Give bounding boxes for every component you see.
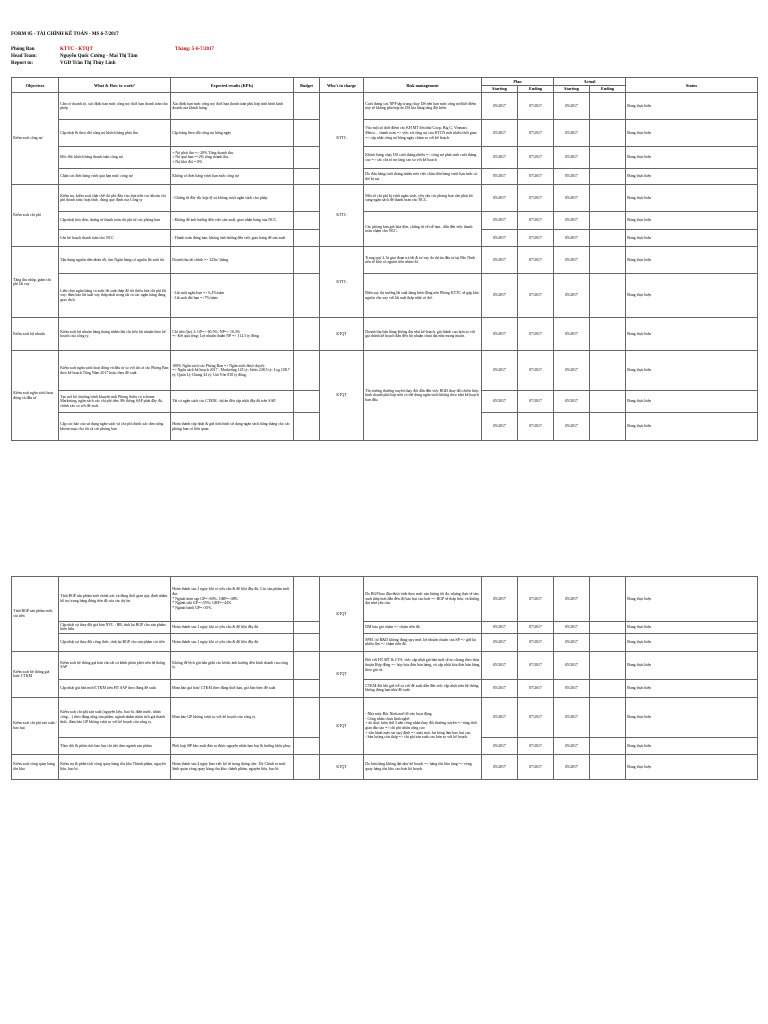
actual-starting-cell: 05/2017: [554, 185, 590, 212]
table-row: [12, 247, 758, 274]
status-cell: Đang thực hiện: [626, 120, 758, 147]
budget-cell: [294, 185, 320, 212]
status-cell: Đang thực hiện: [626, 93, 758, 120]
plan-ending-cell: 07/2017: [518, 577, 554, 622]
plan-starting-cell: 05/2017: [482, 413, 518, 441]
status-cell: Đang thực hiện: [626, 318, 758, 351]
what-how-cell: Kiểm soát ngân sách hoạt động và đầu tư so với tất cả các Phòng Ban theo kế hoạch Tổng Năm 2017 hoặc theo đề xuất.: [59, 351, 171, 391]
in-charge-cell: KTQT: [320, 577, 364, 652]
status-cell: Đang thực hiện: [626, 230, 758, 247]
table-row: [12, 679, 758, 697]
actual-starting-cell: 05/2017: [554, 212, 590, 230]
header-objectives: Objectives: [12, 78, 59, 93]
kpi-table-part-1: [11, 77, 758, 441]
what-how-cell: Cập nhật sự thay đổi giá bán NVL - BB, tính lại BGP cho sản phẩm hiện hữu.: [59, 622, 171, 634]
table-row: [12, 212, 758, 230]
in-charge-cell: KTTC: [320, 185, 364, 247]
dept-value: KTTC - KTQT: [60, 47, 93, 52]
risk-cell: Biến suy thị trường lãi suất đang biến động nên Phòng KTTC sẽ gặp khó nguồn cho vay với lãi suất thấp nhất có thể.: [364, 274, 482, 318]
plan-starting-cell: 05/2017: [482, 274, 518, 318]
plan-ending-cell: 07/2017: [518, 633, 554, 651]
risk-cell: Khách hàng chạy DS cuối tháng nhiều => công nợ phát sinh cuối tháng cao => các chỉ số nợ tăng cao so với kế hoạch: [364, 147, 482, 169]
plan-starting-cell: 05/2017: [482, 697, 518, 737]
what-how-cell: Tính BGP sản phẩm mới chính xác và đúng thời gian quy định nhằm hỗ trợ trung hàng đúng tiến độ của các dự án.: [59, 577, 171, 622]
kpi-cell: + Nợ phải thu => 20% Tổng doanh thu. + Nợ quá hạn =<2% tổng doanh thu. + Nợ khó đòi = 0%: [171, 147, 294, 169]
actual-starting-cell: 05/2017: [554, 622, 590, 634]
month-label: Tháng: 5-6-7/2017: [175, 47, 215, 52]
actual-starting-cell: 05/2017: [554, 577, 590, 622]
status-cell: Đang thực hiện: [626, 185, 758, 212]
actual-starting-cell: 05/2017: [554, 93, 590, 120]
actual-starting-cell: 05/2017: [554, 120, 590, 147]
plan-starting-cell: 05/2017: [482, 169, 518, 185]
risk-cell: Cuối tháng các NPP tập trung chạy DS nên hạn mức công nợ/thời điểm này sẽ không phù hợp do DS bia hàng tăng đột biến.: [364, 93, 482, 120]
risk-cell: Do bán hàng không đạt như kế hoạch => hàng tồn kho tăng => vòng quay hàng tồn kho cao hơn kế hoạch: [364, 754, 482, 779]
what-how-cell: Tận dụng nguồn tiền nhàn rỗi, tìm Ngân hàng có nguồn lãi suất tốt.: [59, 247, 171, 274]
status-cell: Đang thực hiện: [626, 274, 758, 318]
header-budget: Budget: [294, 78, 320, 93]
budget-cell: [294, 391, 320, 413]
kpi-cell: Tất cả ngân sách các CTKM , dự án đều cập nhật đầy đủ trên SAP.: [171, 391, 294, 413]
status-cell: Đang thực hiện: [626, 737, 758, 754]
budget-cell: [294, 120, 320, 147]
what-how-cell: Cập nhật & theo dõi công nợ khách hàng phải thu: [59, 120, 171, 147]
status-cell: Đang thực hiện: [626, 679, 758, 697]
status-cell: Đang thực hiện: [626, 633, 758, 651]
table-row: [12, 351, 758, 391]
what-how-cell: Chặn các đơn hàng vượt quá hạn mức công nợ: [59, 169, 171, 185]
kpi-cell: Hoàn thành sau 1 ngày khi có yêu cầu & đề liệu đầy đủ: [171, 633, 294, 651]
header-actual-ending: Ending: [590, 85, 626, 93]
budget-cell: [294, 413, 320, 441]
actual-ending-cell: [590, 93, 626, 120]
actual-ending-cell: [590, 230, 626, 247]
plan-ending-cell: 07/2017: [518, 185, 554, 212]
budget-cell: [294, 93, 320, 120]
kpi-cell: - Chứng từ đầy đủ, hợp lệ và không vượt ngân sách cho phép.: [171, 185, 294, 212]
kpi-cell: Cập hàng theo dõi công nợ hằng ngày: [171, 120, 294, 147]
status-cell: Đang thực hiện: [626, 697, 758, 737]
risk-cell: Đối với HT MT & CVS, việc cập nhật giá bán mới sẽ no chung theo thỏa thuận Hợp đồng => hủy hóa đơn bán hàng, và cập nhật hóa đơn bán hàng theo giá cũ.: [364, 651, 482, 679]
plan-starting-cell: 05/2017: [482, 212, 518, 230]
plan-starting-cell: 05/2017: [482, 185, 518, 212]
objective-cell: Kiểm soát chi phí sản xuất / bao hụt: [12, 697, 59, 754]
risk-cell: DM báo giá chậm => chậm tiến độ.: [364, 622, 482, 634]
header-expected-results: Expected results (KPIs): [171, 78, 294, 93]
budget-cell: [294, 318, 320, 351]
in-charge-cell: KTQT: [320, 754, 364, 779]
actual-ending-cell: [590, 651, 626, 679]
table-row: [12, 185, 758, 212]
actual-starting-cell: 05/2017: [554, 633, 590, 651]
actual-ending-cell: [590, 169, 626, 185]
what-how-cell: Cập nhật hóa đơn, chứng từ thanh toán chi phí từ các phòng ban: [59, 212, 171, 230]
actual-ending-cell: [590, 679, 626, 697]
plan-starting-cell: 05/2017: [482, 247, 518, 274]
plan-ending-cell: 07/2017: [518, 651, 554, 679]
table-row: [12, 577, 758, 622]
budget-cell: [294, 577, 320, 622]
plan-starting-cell: 05/2017: [482, 622, 518, 634]
what-how-cell: Kiểm tra, kiểm soát chặt chẽ chi phí đầu vào dựa trên các khoản chi phí thanh toán: hợp thức, đúng quy định của Công ty: [59, 185, 171, 212]
actual-starting-cell: 05/2017: [554, 651, 590, 679]
plan-ending-cell: 07/2017: [518, 318, 554, 351]
kpi-cell: Hoàn thành sau 4 ngày làm việc kể từ trong tháng cần: Tồi Chính ra mức Sinh quản vòng quay hàng tồn kho: thành phẩm, nguyên liệu, bao bì: [171, 754, 294, 779]
what-how-cell: Liên chịu ngân hàng có mức lãi suất thấp để tối thiểu hóa chi phí lãi vay; đàm bảo lãi suất vay thấp nhất trong tất cả các ngân hàng đang giao dịch.: [59, 274, 171, 318]
what-how-cell: Kiểm soát lợi nhuận hàng tháng nhằm đạt chỉ tiêu lợi nhuận theo kế hoạch của công ty.: [59, 318, 171, 351]
in-charge-cell: KTTC: [320, 247, 364, 318]
table-row: [12, 169, 758, 185]
what-how-cell: Tạo mã bổ chương trình khuyến mãi Phòng Sales có scheme Marketing, ngân sách các chi phí tiền. Đề thống SAP phải đầy đủ, chính xác so với đề xuất.: [59, 391, 171, 413]
what-how-cell: Cân cơ doanh số, xác định hạn mức công nợ; thời hạn thanh toán cho phép: [59, 93, 171, 120]
plan-ending-cell: 07/2017: [518, 120, 554, 147]
table-row: [12, 318, 758, 351]
header-actual-starting: Starting: [554, 85, 590, 93]
risk-cell: Do BGP bao đầu được tính theo mức sản lượng tối đa, nhưng thực tế sản xuất thấp hơn dẫn đến độ bao hụt cao hơn => BGP sẽ thấp hơn, và không đạt như yêu cầu.: [364, 577, 482, 622]
plan-starting-cell: 05/2017: [482, 147, 518, 169]
plan-ending-cell: 07/2017: [518, 93, 554, 120]
status-cell: Đang thực hiện: [626, 212, 758, 230]
objective-cell: Kiểm soát chi phí: [12, 185, 59, 247]
actual-ending-cell: [590, 185, 626, 212]
kpi-cell: Hoàn thành sau 1 ngày khi có yêu cầu & đề liệu đầy đủ: [171, 622, 294, 634]
what-how-cell: Đốc đốc khách hàng thanh toán công nợ: [59, 147, 171, 169]
what-how-cell: Kiểm soát chi phí sản xuất (nguyên liệu, bao bì, điện nước, nhân công…) theo đúng từng sản phẩm, ngành nhằm nhân tích giá thành thức, đảm bảo GP không vượt so với kế hoạch của công ty.: [59, 697, 171, 737]
in-charge-cell: KTQT: [320, 318, 364, 351]
plan-starting-cell: 05/2017: [482, 230, 518, 247]
actual-starting-cell: 05/2017: [554, 147, 590, 169]
plan-starting-cell: 05/2017: [482, 737, 518, 754]
kpi-cell: 100% Ngân sách các Phòng Ban => Ngân sách được duyệt: => Ngân sách kế hoạch 2017 : Marketing 145 tỷ; Sales 248,5 tỷ; Log 108,7 tỷ; Quản Lý Chung 32 tỷ, Giá Vốn 810 tỷ đồng.: [171, 351, 294, 391]
plan-ending-cell: 07/2017: [518, 413, 554, 441]
form-title: FORM 05 - TÀI CHÍNH KẾ TOÁN - MS 6-7/2017: [11, 32, 119, 37]
report-to-label: Report to:: [11, 61, 34, 66]
header-whos-in-charge: Who's in charge: [320, 78, 364, 93]
actual-ending-cell: [590, 274, 626, 318]
plan-ending-cell: 07/2017: [518, 274, 554, 318]
report-to-value: VGĐ Trần Thị Thùy Linh: [60, 61, 116, 66]
risk-cell: CTKM đổi khi gửi trễ so với đề xuất dẫn đến việc cập nhật trên hệ thống không đúng hạn như đề xuất.: [364, 679, 482, 697]
plan-ending-cell: 07/2017: [518, 230, 554, 247]
risk-cell: Trong quý 2, là giai đoạn trả lãi đi tư vay do dự án đầu tư tại Bắc Ninh nên sẽ khó có nguồn tiền nhàn rỗi.: [364, 247, 482, 274]
plan-starting-cell: 05/2017: [482, 391, 518, 413]
actual-ending-cell: [590, 120, 626, 147]
status-cell: Đang thực hiện: [626, 577, 758, 622]
risk-cell: Do đơn hàng cuối tháng nhiều nên việc chặn đơn hàng vượt hạn mức có thể bị sai.: [364, 169, 482, 185]
actual-starting-cell: 05/2017: [554, 274, 590, 318]
actual-starting-cell: 05/2017: [554, 169, 590, 185]
kpi-cell: Chỉ tiêu Quý 2: GP=> 60.5%; NP=> 16,3% => Kết quả tổng: Lợi nhuận thuần NP => 112,5 tỷ đồng.: [171, 318, 294, 351]
kpi-cell: Không có đơn hàng vượt hạn mức công nợ: [171, 169, 294, 185]
what-how-cell: Theo dõi & phân tích bao hụt chi tiết theo ngành sản phẩm: [59, 737, 171, 754]
actual-ending-cell: [590, 633, 626, 651]
budget-cell: [294, 737, 320, 754]
risk-cell: - Nhà máy Bắc Ninh mới đi vào hoạt động. - Công nhân chưa lành nghề: + do thực hiện thử 3 nền công nhân thay đổi thường xuyên => tăng thời gian đào tạo => chi phí nhân công cao + vấn hành máy sai quy định => máy móc hư hỏng làm bao hụt cao, - Sản lượng còn thấp => chi phí sản xuất cao hơn so với kế hoạch.: [364, 697, 482, 754]
plan-ending-cell: 07/2017: [518, 351, 554, 391]
plan-starting-cell: 05/2017: [482, 318, 518, 351]
kpi-cell: - Lãi suất ngắn hạn => 6,2%/năm - Lãi suất dài hạn =<7%/năm: [171, 274, 294, 318]
plan-starting-cell: 05/2017: [482, 351, 518, 391]
what-how-cell: Cập nhật giá bán mới/CTKM trên HT SAP theo đúng đề xuất: [59, 679, 171, 697]
budget-cell: [294, 230, 320, 247]
plan-ending-cell: 07/2017: [518, 169, 554, 185]
actual-starting-cell: 05/2017: [554, 413, 590, 441]
actual-ending-cell: [590, 413, 626, 441]
budget-cell: [294, 169, 320, 185]
kpi-cell: Phối hợp BP bào xuất đưa ra được nguyên nhân bao hụt & hướng khắc phục: [171, 737, 294, 754]
plan-starting-cell: 05/2017: [482, 633, 518, 651]
in-charge-cell: KTQT: [320, 697, 364, 754]
budget-cell: [294, 351, 320, 391]
actual-ending-cell: [590, 697, 626, 737]
plan-starting-cell: 05/2017: [482, 754, 518, 779]
kpi-cell: Hoàn thành sau 1 ngày khi có yêu cầu & đề liệu đầy đủ. Các sản phẩm mới đạt: * Ngành kem sạp GP=>60%; GRP=>48% * Ngành sữa GP =>55%; GRP=>44% * Ngành bánh GP=>35%: [171, 577, 294, 622]
actual-starting-cell: 05/2017: [554, 737, 590, 754]
risk-cell: Vào một số thời điểm các KH MT lớn như Coop, Big C, Vinmart, Metro… thanh toán => việc xử công nợ của KTCN mất nhiều thời gian => cập nhật công nợ hằng ngày chậm so với kế hoạch.: [364, 120, 482, 147]
kpi-cell: Hoàn thành cập nhật & gửi tình hình sử dụng ngân sách hằng tháng cho các phòng ban có liên quan: [171, 413, 294, 441]
budget-cell: [294, 679, 320, 697]
kpi-cell: Doanh thu tài chính => 325tr/ tháng: [171, 247, 294, 274]
plan-starting-cell: 05/2017: [482, 651, 518, 679]
header-actual: Actual: [554, 78, 626, 86]
kpi-cell: Không để lệch giá bán giữa các kênh, ảnh hưởng đến kinh doanh của công ty.: [171, 651, 294, 679]
in-charge-cell: KTTC: [320, 93, 364, 185]
plan-starting-cell: 05/2017: [482, 577, 518, 622]
status-cell: Đang thực hiện: [626, 413, 758, 441]
plan-ending-cell: 07/2017: [518, 212, 554, 230]
table-row: [12, 651, 758, 679]
table-row: [12, 633, 758, 651]
actual-ending-cell: [590, 737, 626, 754]
kpi-cell: - Thanh toán đúng hạn, không ảnh hưởng đến việc giao hàng để sản xuất: [171, 230, 294, 247]
status-cell: Đang thực hiện: [626, 147, 758, 169]
table-row: [12, 697, 758, 737]
objective-cell: Kiểm soát lợi nhuận: [12, 318, 59, 351]
status-cell: Đang thực hiện: [626, 351, 758, 391]
table-row: [12, 147, 758, 169]
status-cell: Đang thực hiện: [626, 754, 758, 779]
budget-cell: [294, 247, 320, 274]
header-plan: Plan: [482, 78, 554, 86]
actual-ending-cell: [590, 391, 626, 413]
plan-ending-cell: 07/2017: [518, 679, 554, 697]
budget-cell: [294, 633, 320, 651]
header-plan-starting: Starting: [482, 85, 518, 93]
risk-cell: SPEC từ R&D không đúng quy mức lợi nhuận chuẩn của SP => giữ lại nhiều lần => chậm tiến độ.: [364, 633, 482, 651]
risk-cell: Doanh thu bán hàng không đạt như kế hoạch, giá thành cao hơn so với giá thành kế hoạch dẫn đến lợi nhuận chưa đạt như mong muốn.: [364, 318, 482, 351]
actual-starting-cell: 05/2017: [554, 391, 590, 413]
budget-cell: [294, 212, 320, 230]
actual-ending-cell: [590, 247, 626, 274]
objective-cell: Tăng thu nhập, giảm chi phí lãi vay: [12, 247, 59, 318]
budget-cell: [294, 697, 320, 737]
risk-cell: Các phòng ban gửi hóa đơn, chứng từ về trễ hạn., dẫn đến việc thanh toán chậm cho NCC.: [364, 212, 482, 247]
budget-cell: [294, 651, 320, 679]
actual-ending-cell: [590, 212, 626, 230]
objective-cell: Kiểm soát vòng quay hàng tồn kho: [12, 754, 59, 779]
what-how-cell: Kiểm tra & phân tích vòng quay hàng tồn kho Thành phẩm, nguyên liệu, bao bì.: [59, 754, 171, 779]
objective-cell: Kiểm soát công nợ: [12, 93, 59, 185]
table-row: [12, 622, 758, 634]
budget-cell: [294, 274, 320, 318]
actual-ending-cell: [590, 318, 626, 351]
kpi-table-part-2: [11, 576, 758, 780]
plan-starting-cell: 05/2017: [482, 120, 518, 147]
status-cell: Đang thực hiện: [626, 169, 758, 185]
kpi-cell: - Không để ảnh hưởng đến việc sản xuất, giao nhận hàng của NCC.: [171, 212, 294, 230]
objective-cell: Tính BGP sản phẩm mới, cải tiến: [12, 577, 59, 652]
plan-ending-cell: 07/2017: [518, 754, 554, 779]
actual-starting-cell: 05/2017: [554, 247, 590, 274]
head-team-label: Head Team:: [11, 54, 37, 59]
objective-cell: Kiểm soát hệ thống giá bán/ CTKM: [12, 651, 59, 697]
plan-ending-cell: 07/2017: [518, 391, 554, 413]
risk-cell: Một số chi phí bị vượt ngân sách, yêu cầu các phòng ban cần phải bổ sung ngân sách để thanh toán cho NCC.: [364, 185, 482, 212]
actual-starting-cell: 05/2017: [554, 679, 590, 697]
actual-starting-cell: 05/2017: [554, 754, 590, 779]
header-risk-management: Risk management: [364, 78, 482, 93]
risk-cell: Thị trường thường xuyên thay đổi dẫn đến việc BGĐ thay đổi chiến lược kinh doanh phù hợp nên có thể dùng ngân sách không theo như kế hoạch ban đầu.: [364, 351, 482, 441]
actual-starting-cell: 05/2017: [554, 230, 590, 247]
actual-ending-cell: [590, 622, 626, 634]
status-cell: Đang thực hiện: [626, 622, 758, 634]
what-how-cell: Cập các báo cáo sử dụng ngân sách và chi phí chính xác theo từng khoản mục cho tất cả các phòng ban: [59, 413, 171, 441]
budget-cell: [294, 147, 320, 169]
plan-starting-cell: 05/2017: [482, 93, 518, 120]
head-team-value: Nguyễn Quốc Cường - Mai Thị Tâm: [60, 54, 138, 59]
header-plan-ending: Ending: [518, 85, 554, 93]
actual-ending-cell: [590, 147, 626, 169]
dept-label: Phòng Ban: [11, 47, 35, 52]
what-how-cell: Cập nhật sự thay đổi công thức, tính lại BGP cho sản phẩm cải tiến: [59, 633, 171, 651]
plan-starting-cell: 05/2017: [482, 679, 518, 697]
in-charge-cell: KTQT: [320, 351, 364, 441]
plan-ending-cell: 07/2017: [518, 147, 554, 169]
header-status: Status: [626, 78, 758, 93]
objective-cell: Kiểm soát ngân sách hoạt động và đầu tư: [12, 351, 59, 441]
status-cell: Đang thực hiện: [626, 651, 758, 679]
kpi-cell: Xác định hạn mức công nợ; thời hạn thanh toán phù hợp tình hình kinh doanh của khách hàng.: [171, 93, 294, 120]
budget-cell: [294, 754, 320, 779]
kpi-cell: Đảm bảo giá bán/ CTKM theo đúng thời hạn, giá bán theo đề xuất: [171, 679, 294, 697]
in-charge-cell: KTQT: [320, 651, 364, 697]
status-cell: Đang thực hiện: [626, 247, 758, 274]
plan-ending-cell: 07/2017: [518, 697, 554, 737]
what-how-cell: Kiểm soát hệ thống giá bán cho tất cả kênh phân phối trên hệ thống SAP: [59, 651, 171, 679]
budget-cell: [294, 622, 320, 634]
table-row: [12, 93, 758, 120]
actual-ending-cell: [590, 351, 626, 391]
table-row: [12, 754, 758, 779]
actual-ending-cell: [590, 577, 626, 622]
header-what-how: What & How to work?: [59, 78, 171, 93]
plan-ending-cell: 07/2017: [518, 622, 554, 634]
what-how-cell: Lên kế hoạch thanh toán cho NCC: [59, 230, 171, 247]
plan-ending-cell: 07/2017: [518, 247, 554, 274]
kpi-cell: Đảm bảo GP không vượt so với kế hoạch của công ty.: [171, 697, 294, 737]
table-row: [12, 274, 758, 318]
status-cell: Đang thực hiện: [626, 391, 758, 413]
actual-ending-cell: [590, 754, 626, 779]
table-row: [12, 120, 758, 147]
actual-starting-cell: 05/2017: [554, 318, 590, 351]
actual-starting-cell: 05/2017: [554, 697, 590, 737]
actual-starting-cell: 05/2017: [554, 351, 590, 391]
plan-ending-cell: 07/2017: [518, 737, 554, 754]
